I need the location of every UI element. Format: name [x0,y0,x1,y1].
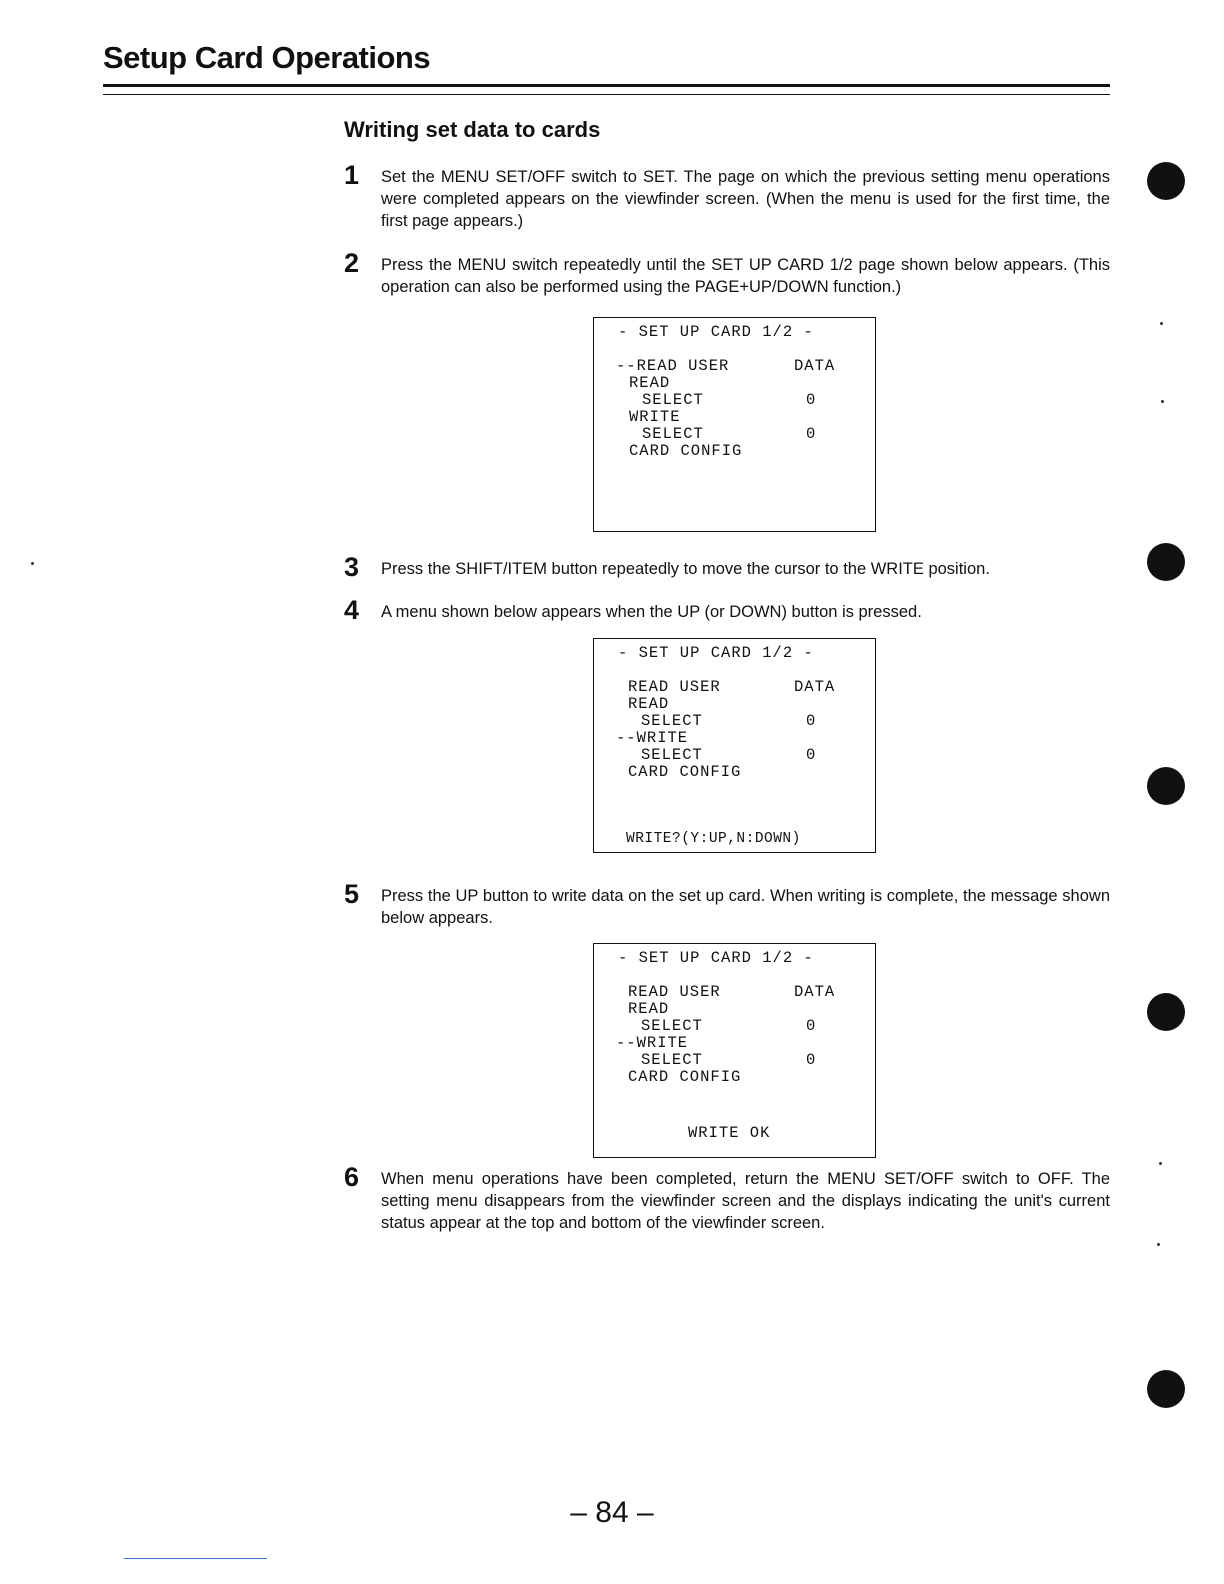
screen-row: SELECT [642,391,704,409]
step-text: When menu operations have been completed, return the MENU SET/OFF switch to OFF. The setting menu disappears from the viewfinder screen and the displays indicating the unit's current status appear at the top and bottom of the viewfinder screen. [381,1170,1110,1232]
binder-hole-mark [1147,1370,1185,1408]
screen-message: WRITE OK [688,1124,771,1142]
screen-row: SELECT [642,425,704,443]
screen-row: READ [629,374,671,392]
footer-line [124,1558,267,1559]
header-rule-thin [103,94,1110,95]
step-3 [344,552,1110,582]
binder-hole-mark [1147,543,1185,581]
step-2 [344,248,1110,298]
step-number: 4 [344,595,360,625]
screen-header-right: DATA [794,678,836,696]
scan-speck [1157,1243,1160,1246]
page-title: Setup Card Operations [103,40,431,75]
screen-value: 0 [806,746,817,764]
screen-value: 0 [806,391,817,409]
screen-row: SELECT [641,746,703,764]
step-5 [344,879,1110,929]
screen-row: READ [628,1000,670,1018]
screen-header-right: DATA [794,983,836,1001]
binder-hole-mark [1147,767,1185,805]
screen-row: READ [628,695,670,713]
screen-header-left: --READ USER [616,357,730,375]
screen-header-right: DATA [794,357,836,375]
header-rule-thick [103,84,1110,87]
screen-row: --WRITE [616,1034,689,1052]
scan-speck [31,562,34,565]
binder-hole-mark [1147,162,1185,200]
section-title: Writing set data to cards [344,117,601,142]
screen-row: SELECT [641,712,703,730]
screen-value: 0 [806,425,817,443]
screen-message: WRITE?(Y:UP,N:DOWN) [626,831,801,847]
screen-row: WRITE [629,408,681,426]
screen-title: - SET UP CARD 1/2 - [618,949,814,967]
screen-value: 0 [806,1051,817,1069]
step-4 [344,595,1110,625]
screen-title: - SET UP CARD 1/2 - [618,323,814,341]
page-number: – 84 – [570,1496,654,1529]
screen-row: CARD CONFIG [628,1068,742,1086]
screen-title: - SET UP CARD 1/2 - [618,644,814,662]
step-text: Press the UP button to write data on the set up card. When writing is complete, the message shown below appears. [381,887,1110,927]
step-number: 1 [344,160,360,190]
scan-speck [1160,322,1163,325]
screen-row: SELECT [641,1017,703,1035]
screen-value: 0 [806,712,817,730]
menu-screen-write-ok [593,943,876,1158]
scan-speck [1161,400,1164,403]
screen-row: SELECT [641,1051,703,1069]
step-number: 6 [344,1162,360,1192]
step-1 [344,160,1110,232]
step-text: Press the SHIFT/ITEM button repeatedly to move the cursor to the WRITE position. [381,560,990,578]
step-number: 2 [344,248,360,278]
scan-speck [1159,1162,1162,1165]
screen-row: --WRITE [616,729,689,747]
step-text: Set the MENU SET/OFF switch to SET. The page on which the previous setting menu operations were completed appears on the viewfinder screen. (When the menu is used for the first time, the first page appears.) [381,168,1110,230]
binder-hole-mark [1147,993,1185,1031]
step-number: 5 [344,879,360,909]
screen-row: CARD CONFIG [629,442,743,460]
step-6 [344,1162,1110,1234]
screen-header-left: READ USER [628,678,721,696]
screen-header-left: READ USER [628,983,721,1001]
menu-screen-read [593,317,876,532]
step-text: Press the MENU switch repeatedly until the SET UP CARD 1/2 page shown below appears. (This operation can also be performed using the PAGE+UP/DOWN function.) [381,256,1110,296]
screen-row: CARD CONFIG [628,763,742,781]
menu-screen-write-confirm [593,638,876,853]
step-number: 3 [344,552,360,582]
step-text: A menu shown below appears when the UP (or DOWN) button is pressed. [381,603,922,621]
screen-value: 0 [806,1017,817,1035]
